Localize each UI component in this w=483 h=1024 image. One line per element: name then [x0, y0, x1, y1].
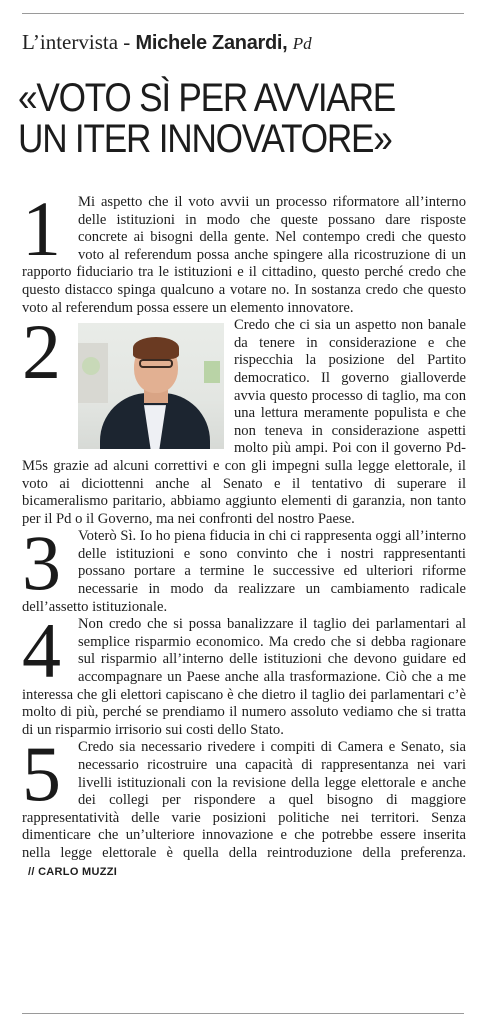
answer-2: [22, 308, 466, 528]
headline: [18, 78, 467, 160]
answer-text-3: Voterò Sì. Io ho piena fiducia in chi ci rappresenta oggi all’interno delle istituzioni e sono convinto che i nostri rappresentanti possano portare a termine le successive ed ulteriori riforme necessarie in modo da realizzare un cambiamento radicale dell’assetto istituzionale.: [22, 528, 466, 615]
photo-hair: [133, 337, 179, 359]
bottom-rule: [22, 1013, 464, 1014]
answer-number-5: 5: [22, 730, 61, 818]
answer-number-4: 4: [22, 607, 61, 695]
answer-text-1: Mi aspetto che il voto avvii un processo riformatore all’interno delle istituzioni in modo che queste possano dare risposte concrete ai bisogni della gente. Nel contempo credi che questo voto al referendum possa anche spingere alla ricostruzione di un rapporto fiduciario tra le istituzioni e il cittadino, questo perché credo che questo distacco spinga qualcuno a votare no. In sostanza credo che questo voto al referendum possa essere un elemento innovatore.: [22, 194, 466, 316]
section-label: L’intervista -: [22, 30, 131, 54]
answer-text-2: Credo che ci sia un aspetto non banale da tenere in considerazione e che rispecchia la posizione del Partito democratico. Il governo gialloverde avvia questo processo di taglio, ma con una lettura meramente populista e che non teneva in considerazione aspetti molto più ampi. Poi con il governo Pd-M5s grazie ad alcuni correttivi e con gli impegni sulla legge elettorale, il voto ai diciottenni anche al Senato e il tentativo di superare il bicameralismo paritario, abbiamo aggiunto elementi di garanzia, non tanto per il Pd o il Governo, ma nei confronti del nostro Paese.: [22, 317, 466, 527]
top-rule: [22, 13, 464, 14]
headline-line-2: UN ITER INNOVATORE»: [18, 117, 392, 161]
interviewee-photo: [78, 323, 224, 449]
interviewee-name: Michele Zanardi,: [135, 32, 288, 54]
article-kicker: [22, 28, 466, 58]
author-signature: // CARLO MUZZI: [28, 865, 118, 878]
party-label: Pd: [292, 34, 312, 53]
answer-number-3: 3: [22, 519, 61, 607]
photo-background-logo-right: [204, 361, 220, 383]
answer-number-2: 2: [22, 308, 61, 396]
article-body: [22, 185, 466, 881]
answer-text-5: Credo sia necessario rivedere i compiti di Camera e Senato, sia necessario ricostruire una capacità di rappresentanza nei vari livelli istituzionali con la revisione della legge elettorale e anche dei collegi per rispondere a quel bisogno di maggiore rappresentatività delle varie posizioni politiche nei territori. Senza dimenticare che un’ulteriore innovazione e che potrebbe essere inserita nella legge elettorale è quella della reintroduzione della preferenza.: [22, 739, 466, 861]
answer-text-4: Non credo che si possa banalizzare il taglio dei parlamentari al semplice risparmio economico. Ma credo che si debba ragionare sul risparmio all’interno delle istituzioni che devono guidare ed accompagnare un Paese anche alla trasformazione. Ciò che a me interessa che gli elettori capiscano è che dietro il taglio dei parlamentari c’è molto di più, perché se prendiamo il numero assoluto vediamo che si tratta di un risparmio irrisorio sui costi dello Stato.: [22, 616, 466, 738]
answer-4: [22, 607, 466, 739]
answer-3: [22, 519, 466, 616]
headline-line-1: «VOTO SÌ PER AVVIARE: [18, 76, 396, 120]
answer-number-1: 1: [22, 185, 61, 272]
photo-glasses: [139, 359, 173, 368]
answer-1: [22, 185, 466, 317]
answer-5: [22, 730, 466, 881]
